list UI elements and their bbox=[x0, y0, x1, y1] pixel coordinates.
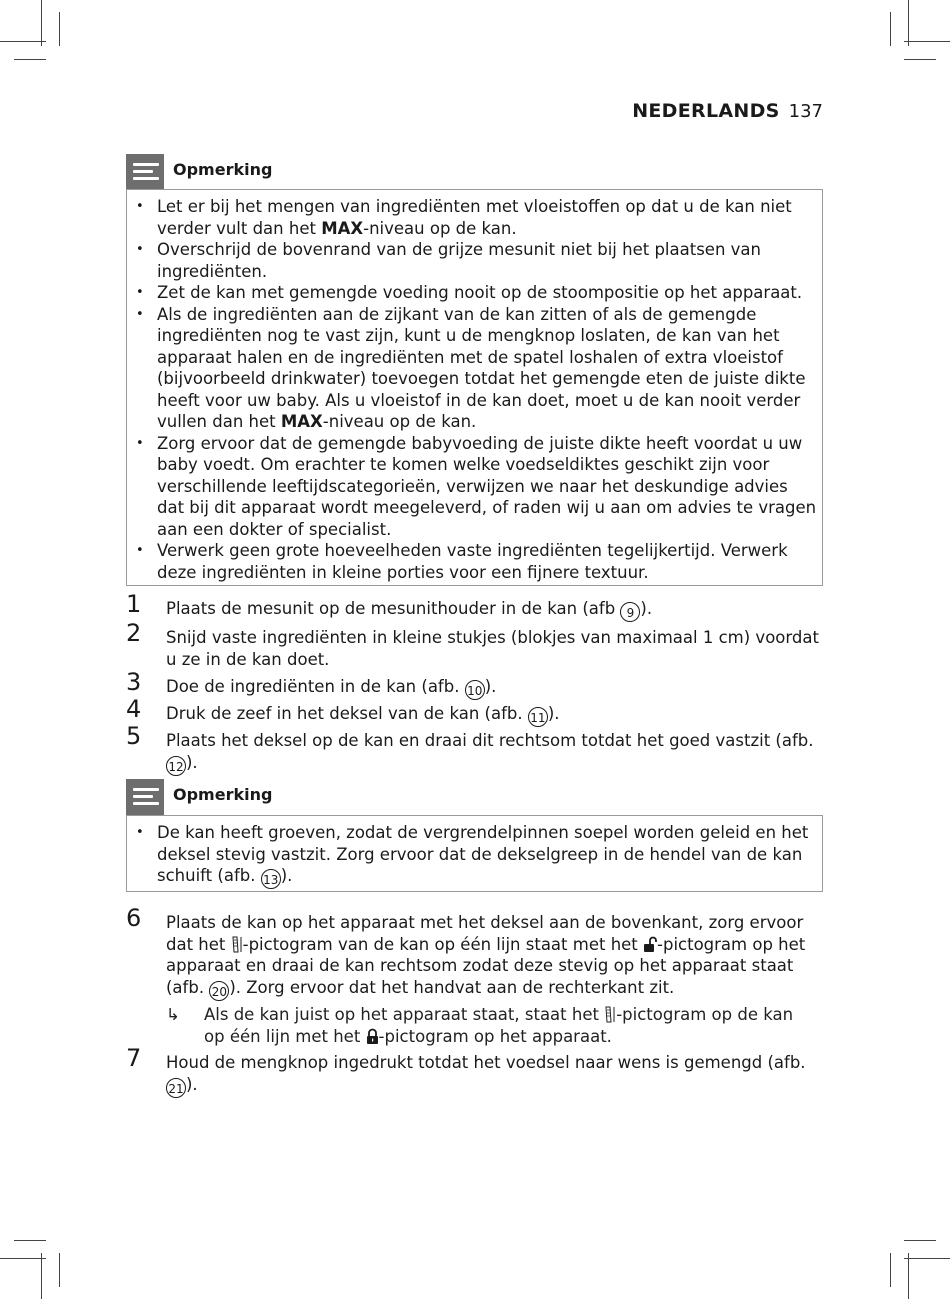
note-box bbox=[126, 815, 823, 892]
note-title: Opmerking bbox=[173, 785, 273, 804]
figure-ref: 10 bbox=[465, 680, 485, 700]
note-list bbox=[127, 822, 822, 889]
step-text: Doe de ingrediënten in de kan (afb. 10 ). bbox=[166, 677, 497, 698]
figure-ref: 20 bbox=[209, 981, 229, 1001]
step-2 bbox=[126, 619, 826, 670]
lock-icon bbox=[366, 1028, 379, 1045]
crop-mark bbox=[41, 1253, 42, 1299]
unlock-icon bbox=[643, 936, 657, 953]
step-number: 5 bbox=[126, 722, 142, 750]
note-item: • Overschrijd de bovenrand van de grijze mesunit niet bij het plaatsen van ingrediënten. bbox=[136, 240, 761, 281]
crop-mark bbox=[904, 41, 950, 42]
jar-align-icon bbox=[231, 936, 243, 953]
page-number: 137 bbox=[788, 101, 823, 122]
crop-mark bbox=[890, 12, 891, 46]
crop-mark bbox=[59, 12, 60, 46]
crop-mark bbox=[14, 1240, 46, 1241]
step-text: Plaats de kan op het apparaat met het deksel aan de bovenkant, zorg ervoor dat het -pictogram van de kan op één lijn staat met het -pictogram op het apparaat en draai de kan rechtsom zodat deze stevig op het apparaat staat (afb. 20 ). Zorg ervoor dat het handvat aan de rechterkant zit. bbox=[166, 913, 806, 999]
step-text: Plaats het deksel op de kan en draai dit rechtsom totdat het goed vastzit (afb. 12 ). bbox=[166, 731, 814, 774]
figure-ref: 11 bbox=[528, 707, 548, 727]
language-label: NEDERLANDS bbox=[632, 100, 780, 122]
step-text: Plaats de mesunit op de mesunithouder in de kan (afb 9 ). bbox=[166, 599, 653, 620]
note-item: • Zorg ervoor dat de gemengde babyvoeding de juiste dikte heeft voordat u uw baby voedt. Om erachter te komen welke voedseldiktes geschikt zijn voor verschillende leeftijdscategorieën, verwijzen we naar het deskundige advies dat bij dit apparaat wordt meegeleverd, of raden wij u aan om advies te vragen aan een dokter of specialist. bbox=[136, 433, 817, 539]
step-5 bbox=[126, 722, 826, 776]
crop-mark bbox=[904, 1240, 936, 1241]
note-box bbox=[126, 189, 823, 586]
figure-ref: 9 bbox=[620, 602, 640, 622]
note-item: • Verwerk geen grote hoeveelheden vaste ingrediënten tegelijkertijd. Verwerk deze ingrediënten in kleine porties voor een fijnere textuur. bbox=[136, 541, 788, 582]
step-text: Druk de zeef in het deksel van de kan (afb. 11 ). bbox=[166, 704, 560, 725]
crop-mark bbox=[908, 1253, 909, 1299]
jar-align-icon bbox=[604, 1006, 616, 1023]
crop-mark bbox=[0, 41, 46, 42]
note-icon bbox=[126, 154, 164, 190]
step-result bbox=[166, 1004, 816, 1047]
note-list bbox=[127, 196, 822, 583]
figure-ref: 12 bbox=[166, 756, 186, 776]
step-number: 1 bbox=[126, 590, 142, 618]
note-item: • Let er bij het mengen van ingrediënten met vloeistoffen op dat u de kan niet verder vult dan het MAX-niveau op de kan. bbox=[136, 197, 792, 238]
crop-mark bbox=[41, 0, 42, 46]
step-number: 7 bbox=[126, 1044, 142, 1072]
figure-ref: 21 bbox=[166, 1078, 186, 1098]
step-4 bbox=[126, 695, 826, 727]
step-number: 6 bbox=[126, 904, 142, 932]
result-text: Als de kan juist op het apparaat staat, staat het -pictogram op de kan op één lijn met het -pictogram op het apparaat. bbox=[204, 1005, 794, 1046]
step-6 bbox=[126, 904, 826, 1001]
step-7 bbox=[126, 1044, 826, 1098]
crop-mark bbox=[908, 0, 909, 46]
crop-mark bbox=[890, 1253, 891, 1287]
step-number: 4 bbox=[126, 695, 142, 723]
note-header bbox=[126, 154, 823, 190]
crop-mark bbox=[904, 59, 936, 60]
step-number: 3 bbox=[126, 668, 142, 696]
step-3 bbox=[126, 668, 826, 700]
figure-ref: 13 bbox=[261, 869, 281, 889]
crop-mark bbox=[59, 1253, 60, 1287]
step-number: 2 bbox=[126, 619, 142, 647]
step-text: Houd de mengknop ingedrukt totdat het voedsel naar wens is gemengd (afb. 21 ). bbox=[166, 1053, 806, 1096]
step-text: Snijd vaste ingrediënten in kleine stukjes (blokjes van maximaal 1 cm) voordat u ze in de kan doet. bbox=[166, 628, 819, 669]
crop-mark bbox=[14, 59, 46, 60]
result-arrow-icon: ↳ bbox=[166, 1005, 180, 1024]
note-header bbox=[126, 779, 823, 815]
note-item: • De kan heeft groeven, zodat de vergrendelpinnen soepel worden geleid en het deksel stevig vastzit. Zorg ervoor dat de dekselgreep in de hendel van de kan schuift (afb. 13 ). bbox=[136, 823, 809, 887]
note-item: • Zet de kan met gemengde voeding nooit op de stoompositie op het apparaat. bbox=[136, 283, 803, 302]
note-title: Opmerking bbox=[173, 160, 273, 179]
note-icon bbox=[126, 779, 164, 815]
page-header bbox=[632, 100, 823, 122]
crop-mark bbox=[904, 1258, 950, 1259]
crop-mark bbox=[0, 1258, 46, 1259]
note-item: • Als de ingrediënten aan de zijkant van de kan zitten of als de gemengde ingrediënten nog te vast zijn, kunt u de mengknop loslaten, de kan van het apparaat halen en de ingrediënten met de spatel loshalen of extra vloeistof (bijvoorbeeld drinkwater) toevoegen totdat het gemengde eten de juiste dikte heeft voor uw baby. Als u vloeistof in de kan doet, moet u de kan nooit verder vullen dan het MAX-niveau op de kan. bbox=[136, 304, 806, 431]
step-1 bbox=[126, 590, 826, 622]
